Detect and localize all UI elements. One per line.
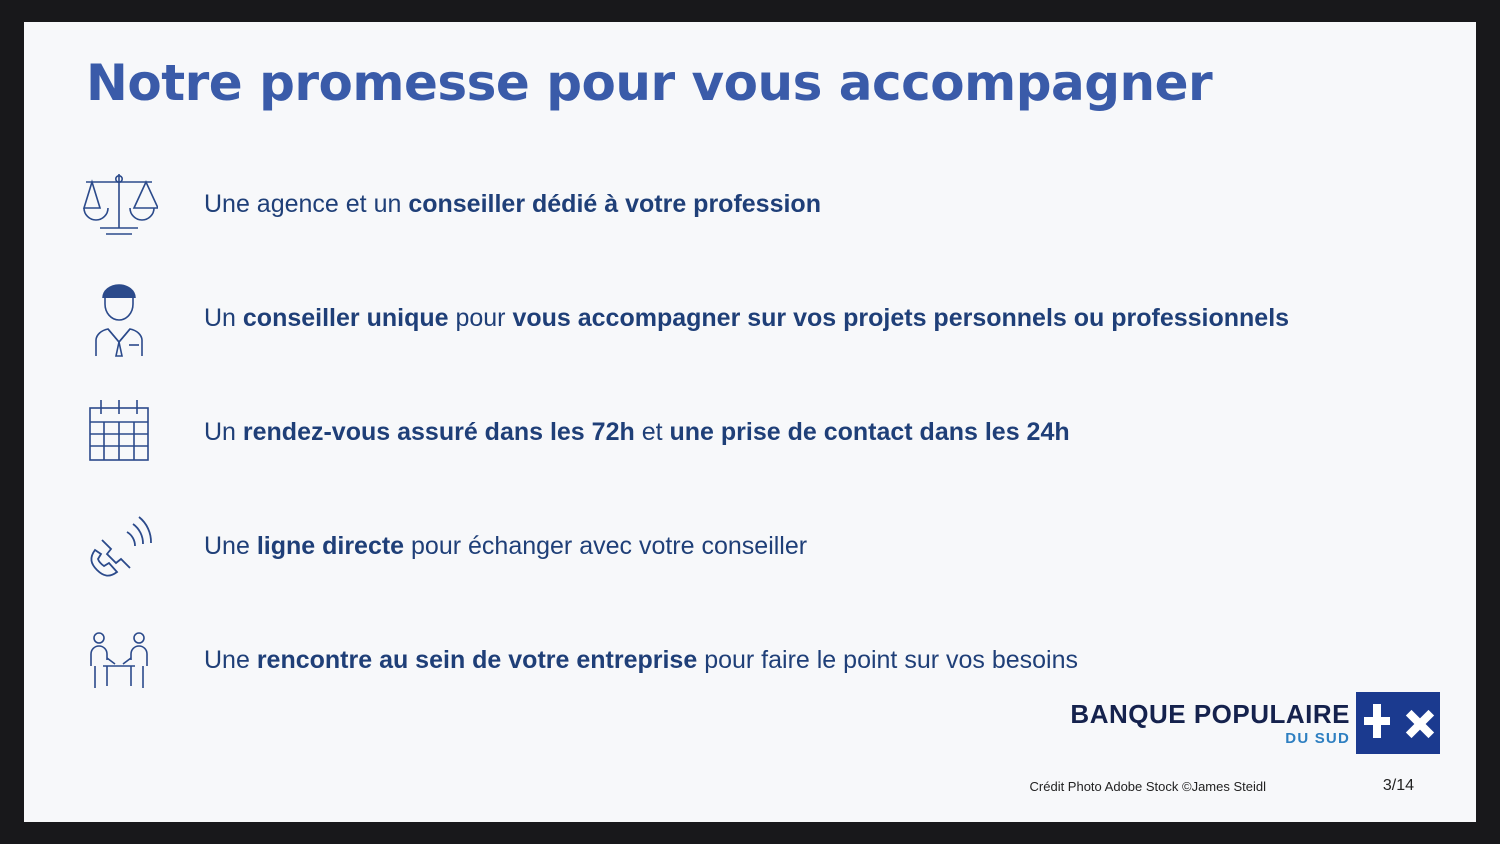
page-number: 3/14	[1382, 777, 1414, 794]
list-item	[64, 262, 1404, 376]
list-item-text: Une agence et un conseiller dédié à votre profession	[204, 190, 821, 219]
phone-ringing-icon	[64, 505, 174, 589]
page-title: Notre promesse pour vous accompagner	[86, 54, 1213, 112]
brand-name: BANQUE POPULAIRE	[1070, 698, 1350, 729]
business-person-icon	[64, 277, 174, 361]
calendar-icon	[64, 391, 174, 475]
list-item-text: Un rendez-vous assuré dans les 72h et une prise de contact dans les 24h	[204, 418, 1070, 447]
list-item-text: Un conseiller unique pour vous accompagner sur vos projets personnels ou professionnels	[204, 304, 1290, 333]
list-item-text: Une ligne directe pour échanger avec votre conseiller	[204, 532, 808, 561]
brand-logo-text	[1070, 698, 1350, 747]
brand-subname: DU SUD	[1285, 729, 1350, 747]
bullet-list	[64, 148, 1404, 718]
brand-logo	[1070, 692, 1440, 754]
list-item-text: Une rencontre au sein de votre entreprise pour faire le point sur vos besoins	[204, 646, 1079, 675]
photo-credit: Crédit Photo Adobe Stock ©James Steidl	[1029, 779, 1266, 794]
list-item	[64, 148, 1404, 262]
scales-balance-icon	[64, 163, 174, 247]
brand-mark-icon	[1356, 692, 1440, 754]
list-item	[64, 376, 1404, 490]
list-item	[64, 490, 1404, 604]
slide	[24, 22, 1476, 822]
meeting-table-icon	[64, 619, 174, 703]
